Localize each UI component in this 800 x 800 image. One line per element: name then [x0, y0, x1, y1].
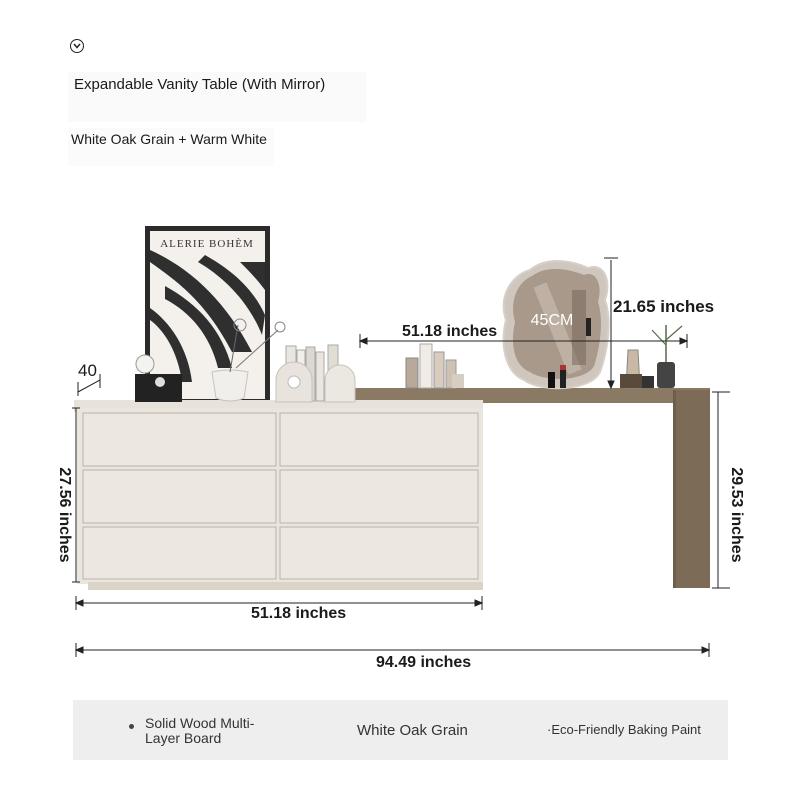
dresser [74, 400, 483, 590]
bullet-icon [129, 724, 134, 729]
vanity-mirror [504, 261, 609, 388]
feature-material: Solid Wood Multi-Layer Board [145, 715, 255, 746]
dim-mirror-height: 21.65 inches [613, 297, 715, 316]
dim-top-depth: 40 [78, 361, 97, 380]
dim-dresser-width: 51.18 inches [251, 605, 347, 622]
product-color: White Oak Grain + Warm White [68, 128, 274, 166]
dim-mirror-width: 51.18 inches [402, 323, 498, 340]
desk-leg [673, 390, 710, 588]
product-title: Expandable Vanity Table (With Mirror) [68, 72, 366, 122]
feature-finish: White Oak Grain [357, 722, 468, 739]
mirror-label: 45CM [530, 312, 574, 329]
dim-total-width: 94.49 inches [376, 654, 472, 671]
dim-desk-height: 29.53 inches [728, 467, 745, 563]
poster-text: ALERIE BOHÈM [160, 238, 254, 250]
dim-dresser-height: 27.56 inches [56, 467, 73, 563]
feature-paint: ·Eco-Friendly Baking Paint [547, 722, 701, 737]
